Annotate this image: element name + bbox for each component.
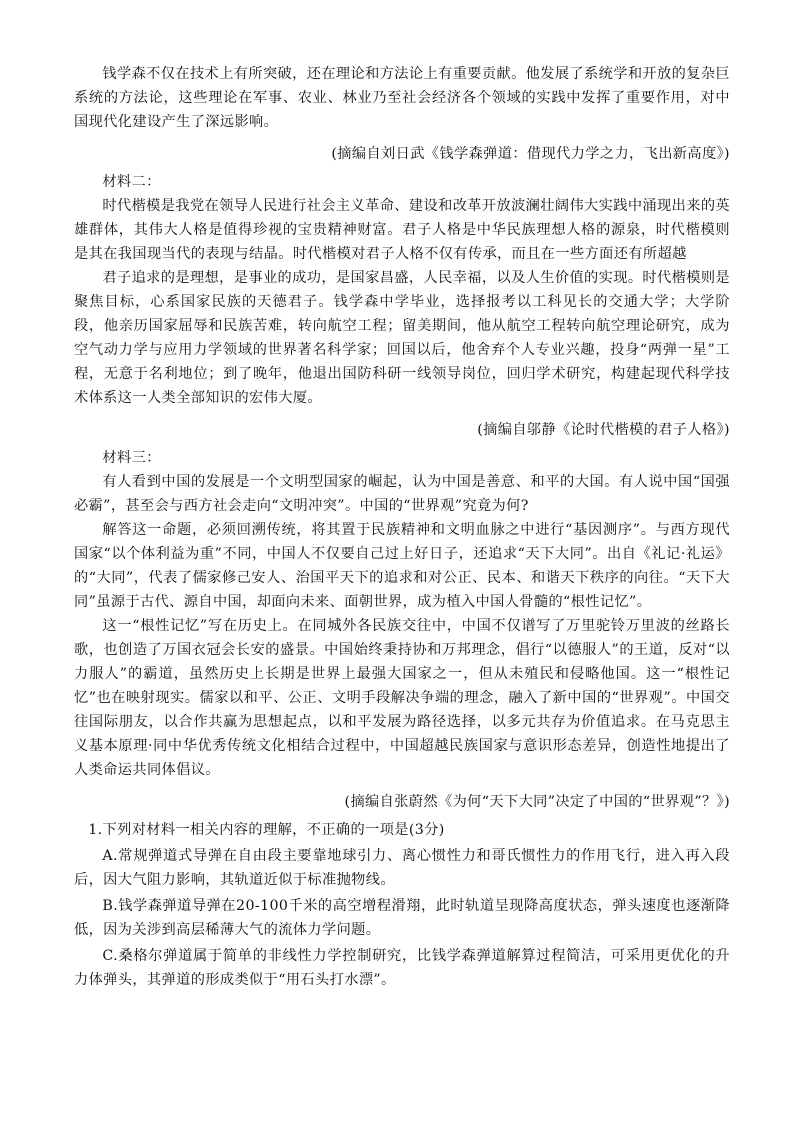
source-citation-3: (摘编自张蔚然《为何“天下大同”决定了中国的“世界观”？》): [344, 794, 730, 810]
option-a: A.常规弹道式导弹在自由段主要靠地球引力、离心惯性力和哥氏惯性力的作用飞行，进入再入段后，因大气阻力影响，其轨道近似于标准抛物线。: [74, 848, 730, 888]
material-two-paragraph-2: 君子追求的是理想，是事业的成功，是国家昌盛，人民幸福，以及人生价值的实现。时代楷模则是聚焦目标，心系国家民族的天德君子。钱学森中学毕业，选择报考以工科见长的交通大学；大学阶段，他亲历国家屈辱和民族苦难，转向航空工程；留美期间，他从航空工程转向航空理论研究，成为空气动力学与应用力学领域的世界著名科学家；回国以后，他舍弃个人专业兴趣，投身“两弹一星”工程，无意于名利地位；到了晚年，他退出国防科研一线领导岗位，回归学术研究，构建起现代科学技术体系这一人类全部知识的宏伟大厦。: [74, 270, 730, 406]
option-c: C.桑格尔弹道属于简单的非线性力学控制研究，比钱学森弹道解算过程简洁，可采用更优化的升力体弹头，其弹道的形成类似于“用石头打水漂”。: [74, 948, 730, 988]
material-three-paragraph-1: 有人看到中国的发展是一个文明型国家的崛起，认为中国是善意、和平的大国。有人说中国“国强必霸”，甚至会与西方社会走向“文明冲突”。中国的“世界观”究竟为何?: [74, 474, 730, 514]
question-1: 1.下列对材料一相关内容的理解，不正确的一项是(3分): [88, 822, 445, 838]
source-citation-1: (摘编自刘日武《钱学森弹道：借现代力学之力，飞出新高度》): [331, 146, 730, 162]
document-page: [74, 62, 730, 992]
material-two-paragraph-1: 时代楷模是我党在领导人民进行社会主义革命、建设和改革开放波澜壮阔伟大实践中涌现出来的英雄群体，其伟大人格是值得珍视的宝贵精神财富。君子人格是中华民族理想人格的源泉，时代楷模则是其在我国现当代的表现与结晶。时代楷模对君子人格不仅有传承，而且在一些方面还有所超越: [74, 198, 730, 262]
material-two-heading: 材料二：: [102, 174, 161, 190]
material-three-heading: 材料三：: [102, 450, 161, 466]
paragraph-intro: 钱学森不仅在技术上有所突破，还在理论和方法论上有重要贡献。他发展了系统学和开放的复杂巨系统的方法论，这些理论在军事、农业、林业乃至社会经济各个领域的实践中发挥了重要作用，对中国现代化建设产生了深远影响。: [74, 66, 730, 130]
material-three-paragraph-2: 解答这一命题，必须回溯传统，将其置于民族精神和文明血脉之中进行“基因测序”。与西方现代国家“以个体利益为重”不同，中国人不仅要自己过上好日子，还追求“天下大同”。出自《礼记·礼运》的“大同”，代表了儒家修己安人、治国平天下的追求和对公正、民本、和谐天下秩序的向往。“天下大同”虽源于古代、源自中国，却面向未来、面朝世界，成为植入中国人骨髓的“根性记忆”。: [74, 522, 730, 610]
material-three-paragraph-3: 这一“根性记忆”写在历史上。在同城外各民族交往中，中国不仅谱写了万里驼铃万里波的丝路长歌，也创造了万国衣冠会长安的盛景。中国始终秉持协和万邦理念，倡行“以德服人”的王道，反对“以力服人”的霸道，虽然历史上长期是世界上最强大国家之一，但从未殖民和侵略他国。这一“根性记忆”也在映射现实。儒家以和平、公正、文明手段解决争端的理念，融入了新中国的“世界观”。中国交往国际朋友，以合作共赢为思想起点，以和平发展为路径选择，以多元共存为价值追求。在马克思主义基本原理·同中华优秀传统文化相结合过程中，中国超越民族国家与意识形态差异，创造性地提出了人类命运共同体倡议。: [74, 618, 730, 778]
option-b: B.钱学森弹道导弹在20-100千米的高空增程滑翔，此时轨道呈现降高度状态，弹头速度也逐渐降低，因为关涉到高层稀薄大气的流体力学问题。: [74, 898, 730, 938]
source-citation-2: (摘编自邬静《论时代楷模的君子人格》): [477, 422, 730, 438]
